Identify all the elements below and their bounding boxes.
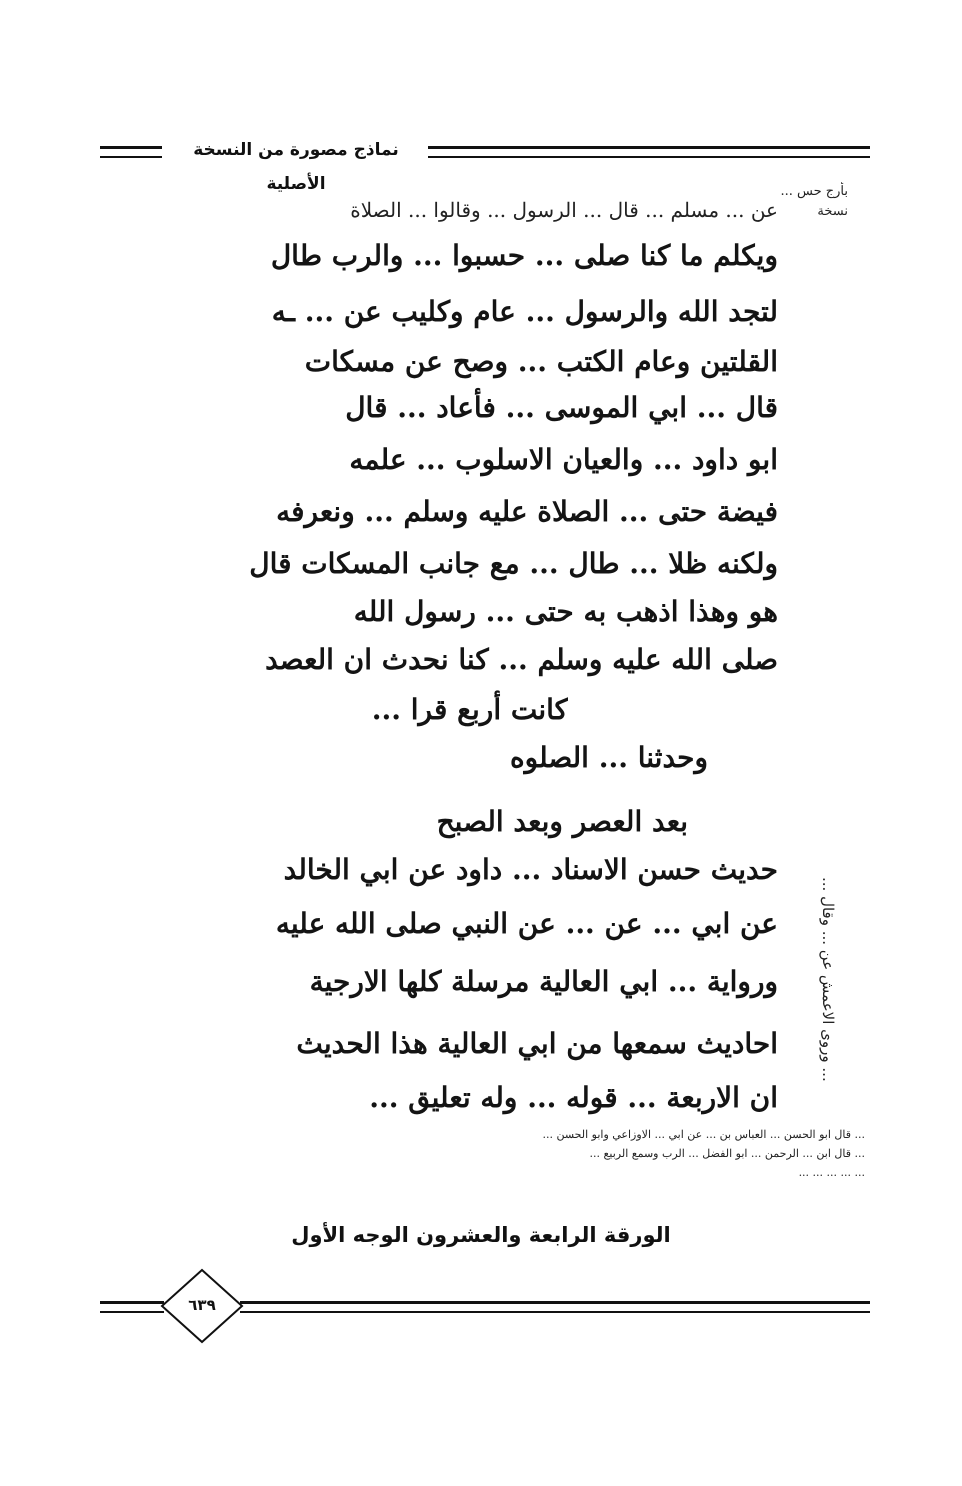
manuscript-line: ابو داود ... والعيان الاسلوب ... علمه <box>349 443 778 476</box>
image-caption: الورقة الرابعة والعشرون الوجه الأول <box>291 1223 671 1247</box>
footer-rule-left <box>100 1301 164 1313</box>
header-title: نماذج مصورة من النسخة الأصلية <box>193 140 399 194</box>
manuscript-image <box>148 182 848 1117</box>
manuscript-line: ان الاربعة ... قوله ... وله تعليق ... <box>369 1081 778 1114</box>
header-rule-right <box>428 146 870 158</box>
manuscript-line: حديث حسن الاسناد ... داود عن ابي الخالد <box>283 853 778 886</box>
manuscript-line: لتجد الله والرسول ... عام وكليب عن ... ـه <box>271 295 778 328</box>
manuscript-margin-note: ... وروى الاعمش عن ... وقال ... <box>819 877 837 1082</box>
footnote-line: ... قال ابو الحسن ... العباس بن ... عن ابي ... الاوزاعي وابو الحسن ... <box>542 1128 865 1141</box>
manuscript-line: احاديث سمعها من ابي العالية هذا الحديث <box>296 1027 778 1060</box>
footnote-line: ... قال ابن ... الرحمن ... ابو الفضل ... الرب وسمع الربيع ... <box>589 1147 865 1160</box>
manuscript-line: قال ... ابي الموسى ... فأعاد ... قال <box>345 391 778 424</box>
manuscript-line: عن ... مسلم ... قال ... الرسول ... وقالوا ... الصلاة <box>350 198 778 222</box>
manuscript-line: ورواية ... ابي العالية مرسلة كلها الارجية <box>309 965 778 998</box>
manuscript-line: فيضة حتى ... الصلاة عليه وسلم ... ونعرفه <box>276 495 778 528</box>
page-header <box>100 133 870 194</box>
page-number: ٦٣٩ <box>188 1296 216 1314</box>
manuscript-line: صلى الله عليه وسلم ... كنا نحدث ان العصد <box>265 643 778 676</box>
manuscript-line: ولكنه ظلا ... طال ... مع جانب المسكات قال <box>249 547 778 580</box>
manuscript-footnotes <box>150 1125 865 1187</box>
manuscript-line: عن ابي ... عن ... عن النبي صلى الله عليه <box>275 907 778 940</box>
manuscript-corner-note: بأرج حس ... نسخة <box>780 184 848 219</box>
page-footer <box>100 1268 870 1344</box>
manuscript-line: كانت أربع قرا ... <box>371 693 568 726</box>
header-rule-left <box>100 146 162 158</box>
manuscript-line: هو وهذا اذهب به حتى ... رسول الله <box>353 595 778 628</box>
footer-rule-right <box>240 1301 870 1313</box>
manuscript-line: وحدثنا ... الصلوه <box>509 741 708 774</box>
manuscript-line: القلتين وعام الكتب ... وصح عن مسكات <box>304 345 778 378</box>
manuscript-line: بعد العصر وبعد الصبح <box>436 805 688 838</box>
manuscript-line: ويكلم ما كنا صلى ... حسبوا ... والرب طال <box>270 239 778 272</box>
footnote-line: ... ... ... ... ... <box>798 1166 865 1179</box>
